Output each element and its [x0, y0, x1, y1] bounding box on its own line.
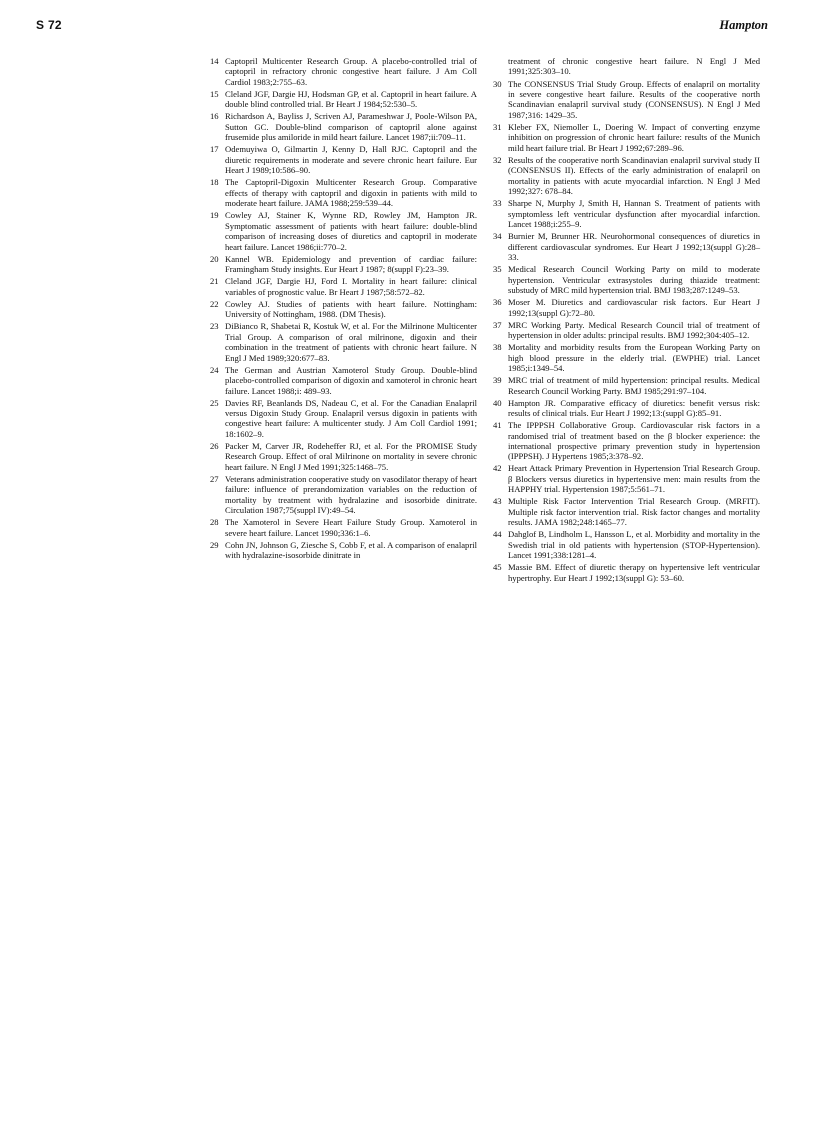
- reference-entry: [493, 420, 760, 462]
- running-head: Hampton: [719, 18, 768, 32]
- reference-number: 26: [210, 440, 219, 451]
- reference-text: Richardson A, Bayliss J, Scriven AJ, Parameshwar J, Poole-Wilson PA, Sutton GC. Double-blind comparison of captopril alone against frusemide plus amiloride in mild heart failure. Lancet 1987;ii:709–11.: [225, 111, 477, 143]
- reference-text: Hampton JR. Comparative efficacy of diuretics: benefit versus risk: results of clinical trials. Eur Heart J 1992;13:(suppl G):85–91.: [508, 397, 760, 419]
- page-header: [36, 18, 768, 38]
- reference-number: 39: [493, 375, 502, 386]
- reference-text: Cowley AJ, Stainer K, Wynne RD, Rowley JM, Hampton JR. Symptomatic assessment of patients with heart failure: double-blind comparison of increasing doses of diuretics and captopril in moderate heart failure. Lancet 1986;ii:770–2.: [225, 210, 477, 252]
- reference-entry: [493, 231, 760, 262]
- reference-text: Burnier M, Brunner HR. Neurohormonal consequences of diuretics in different cardiovascular syndromes. Eur Heart J 1992;13(suppl G):28–33.: [508, 231, 760, 263]
- reference-number: 37: [493, 319, 502, 330]
- reference-list: [210, 56, 760, 585]
- reference-entry: [493, 375, 760, 396]
- reference-entry: [210, 144, 477, 175]
- reference-entry: [493, 562, 760, 583]
- reference-number: 28: [210, 517, 219, 528]
- reference-text: MRC trial of treatment of mild hypertension: principal results. Medical Research Council Working Party. BMJ 1985;291:97–104.: [508, 375, 760, 396]
- reference-text: Packer M, Carver JR, Rodeheffer RJ, et al. For the PROMISE Study Research Group. Effect of oral Milrinone on mortality in severe chronic heart failure. N Engl J Med 1991;325:1468–75.: [225, 440, 477, 472]
- reference-number: 16: [210, 111, 219, 122]
- reference-number: 20: [210, 253, 219, 264]
- reference-entry: [210, 177, 477, 208]
- reference-number: 15: [210, 88, 219, 99]
- reference-text: Massie BM. Effect of diuretic therapy on hypertensive left ventricular hypertrophy. Eur Heart J 1992;13(suppl G): 53–60.: [508, 562, 760, 583]
- reference-entry: [210, 56, 477, 87]
- reference-entry: [493, 496, 760, 527]
- reference-number: 21: [210, 276, 219, 287]
- reference-number: 27: [210, 473, 219, 484]
- reference-text: Kleber FX, Niemoller L, Doering W. Impact of converting enzyme inhibition on progression of chronic heart failure: results of the Munich mild heart failure trial. Br Heart J 1992;67:289–96.: [508, 121, 760, 153]
- reference-text: Kannel WB. Epidemiology and prevention of cardiac failure: Framingham Study insights. Eur Heart J 1987; 8(suppl F):23–39.: [225, 253, 477, 275]
- reference-entry: [210, 321, 477, 363]
- reference-text: The German and Austrian Xamoterol Study Group. Double-blind placebo-controlled comparison of digoxin and xamoterol in chronic heart failure. Lancet 1988;i: 489–93.: [225, 364, 478, 396]
- reference-entry: [493, 264, 760, 295]
- reference-entry: [210, 276, 477, 297]
- reference-text: Veterans administration cooperative study on vasodilator therapy of heart failure: influence of prerandomization variables on the reduction of mortality by treatment with hydralazine and isosorbide dinitrate. Circulation 1987;75(suppl IV):49–54.: [225, 473, 478, 516]
- reference-text: Cohn JN, Johnson G, Ziesche S, Cobb F, et al. A comparison of enalapril with hydralazine-isosorbide dinitrate in: [225, 539, 477, 561]
- reference-text: Mortality and morbidity results from the European Working Party on high blood pressure in the elderly trial. (EWPHE) trial. Lancet 1985;i:1349–54.: [508, 342, 760, 374]
- reference-number: 22: [210, 298, 219, 309]
- reference-number: 42: [493, 463, 502, 474]
- reference-number: 19: [210, 210, 219, 221]
- reference-text: Heart Attack Primary Prevention in Hypertension Trial Research Group. β Blockers versus diuretics in hypertensive men: main results from the HAPPHY trial. Hypertension 1987;5:561–71.: [508, 463, 760, 495]
- reference-text: The CONSENSUS Trial Study Group. Effects of enalapril on mortality in severe congestive heart failure. Results of the cooperative north Scandinavian enalapril survival study (CONSENSUS). N Engl J Med 1987;316: 1429–35.: [508, 78, 760, 120]
- reference-entry: [493, 320, 760, 341]
- reference-text: Moser M. Diuretics and cardiovascular risk factors. Eur Heart J 1992;13(suppl G):72–80.: [508, 297, 760, 318]
- reference-entry: [493, 297, 760, 318]
- reference-entry: [493, 198, 760, 229]
- reference-number: 34: [493, 231, 502, 242]
- reference-number: 14: [210, 56, 219, 66]
- reference-number: 45: [493, 562, 502, 573]
- reference-entry: [210, 441, 477, 472]
- reference-column-left: [210, 56, 477, 585]
- reference-text: Multiple Risk Factor Intervention Trial Research Group. (MRFIT). Multiple risk factor intervention trial. Risk factor changes and mortality results. JAMA 1982;248:1465–77.: [508, 496, 760, 528]
- reference-text: Results of the cooperative north Scandinavian enalapril survival study II (CONSENSUS II). Effects of the early administration of enalapril on mortality in patients with acute myocardial infarction. N Engl J Med 1992;327: 678–84.: [508, 154, 760, 197]
- reference-number: 41: [493, 420, 502, 431]
- reference-text: Captopril Multicenter Research Group. A placebo-controlled trial of captopril in refractory chronic congestive heart failure. J Am Coll Cardiol 1983;2:755–63.: [225, 56, 477, 87]
- reference-entry: [493, 155, 760, 197]
- reference-text: treatment of chronic congestive heart failure. N Engl J Med 1991;325:303–10.: [508, 56, 760, 77]
- reference-text: Dahglof B, Lindholm L, Hansson L, et al. Morbidity and mortality in the Swedish trial in old patients with hypertension (STOP-Hypertension). Lancet 1991;338:1281–4.: [508, 529, 760, 561]
- reference-number: 44: [493, 529, 502, 540]
- reference-number: 18: [210, 177, 219, 188]
- reference-column-right: [493, 56, 760, 585]
- reference-number: 35: [493, 264, 502, 275]
- reference-number: 36: [493, 297, 502, 308]
- reference-number: 33: [493, 198, 502, 209]
- reference-entry: [210, 254, 477, 275]
- reference-number: 32: [493, 154, 502, 165]
- reference-entry: [493, 529, 760, 560]
- reference-text: Davies RF, Beanlands DS, Nadeau C, et al. For the Canadian Enalapril versus Digoxin Study Group. Enalapril versus digoxin in patients with congestive heart failure: A multicenter study. J Am Coll Cardiol 1991; 18:1602–9.: [225, 397, 477, 439]
- reference-text: Cleland JGF, Dargie HJ, Ford I. Mortality in heart failure: clinical variables of prognostic value. Br Heart J 1987;58:572–82.: [225, 276, 477, 297]
- reference-entry: [210, 210, 477, 252]
- reference-entry: [210, 474, 477, 516]
- reference-entry: [210, 299, 477, 320]
- reference-number: 17: [210, 144, 219, 155]
- reference-entry: [493, 398, 760, 419]
- reference-text: MRC Working Party. Medical Research Council trial of treatment of hypertension in older adults: principal results. BMJ 1992;304:405–12.: [508, 319, 760, 341]
- reference-entry: [493, 122, 760, 153]
- reference-number: 24: [210, 364, 219, 375]
- reference-entry: [493, 342, 760, 373]
- reference-text: DiBianco R, Shabetai R, Kostuk W, et al. For the Milrinone Multicenter Trial Group. A comparison of oral milrinone, digoxin and their combination in the treatment of patients with chronic heart failure. N Engl J Med 1989;320:677–83.: [225, 321, 477, 363]
- reference-entry: [493, 463, 760, 494]
- reference-entry: [493, 79, 760, 121]
- reference-text: The Captopril-Digoxin Multicenter Research Group. Comparative effects of therapy with captopril and digoxin in patients with mild to moderate heart failure. JAMA 1988;259:539–44.: [225, 177, 477, 209]
- reference-entry: [493, 56, 760, 77]
- reference-number: 38: [493, 342, 502, 353]
- reference-number: 29: [210, 539, 219, 550]
- reference-number: 30: [493, 78, 502, 89]
- reference-number: 43: [493, 496, 502, 507]
- reference-entry: [210, 540, 477, 561]
- reference-entry: [210, 111, 477, 142]
- page-number: S 72: [36, 18, 62, 32]
- reference-number: 23: [210, 321, 219, 332]
- reference-text: Sharpe N, Murphy J, Smith H, Hannan S. Treatment of patients with symptomless left ventricular dysfunction after myocardial infarction. Lancet 1988;i:255–9.: [508, 198, 760, 230]
- reference-number: 40: [493, 397, 502, 408]
- reference-number: 25: [210, 397, 219, 408]
- reference-text: Odemuyiwa O, Gilmartin J, Kenny D, Hall RJC. Captopril and the diuretic requirements in moderate and severe chronic heart failure. Eur Heart J 1989;10:586–90.: [225, 144, 477, 176]
- reference-number: 31: [493, 121, 502, 132]
- reference-text: Cleland JGF, Dargie HJ, Hodsman GP, et al. Captopril in heart failure. A double blind controlled trial. Br Heart J 1984;52:530–5.: [225, 88, 477, 110]
- reference-text: The Xamoterol in Severe Heart Failure Study Group. Xamoterol in severe heart failure. Lancet 1990;336:1–6.: [225, 517, 477, 538]
- reference-text: Medical Research Council Working Party on mild to moderate hypertension. Ventricular extrasystoles during thiazide treatment: substudy of MRC mild hypertension trial. BMJ 1983;287:1249–53.: [508, 264, 760, 296]
- reference-text: Cowley AJ. Studies of patients with heart failure. Nottingham: University of Nottingham, 1988. (DM Thesis).: [225, 298, 477, 320]
- reference-entry: [210, 517, 477, 538]
- reference-entry: [210, 365, 477, 396]
- reference-text: The IPPPSH Collaborative Group. Cardiovascular risk factors in a randomised trial of treatment based on the β blocker experience: the international prospective primary prevention study in hypertension (IPPPSH). J Hypertens 1985;3:378–92.: [508, 420, 760, 462]
- reference-entry: [210, 89, 477, 110]
- reference-entry: [210, 398, 477, 440]
